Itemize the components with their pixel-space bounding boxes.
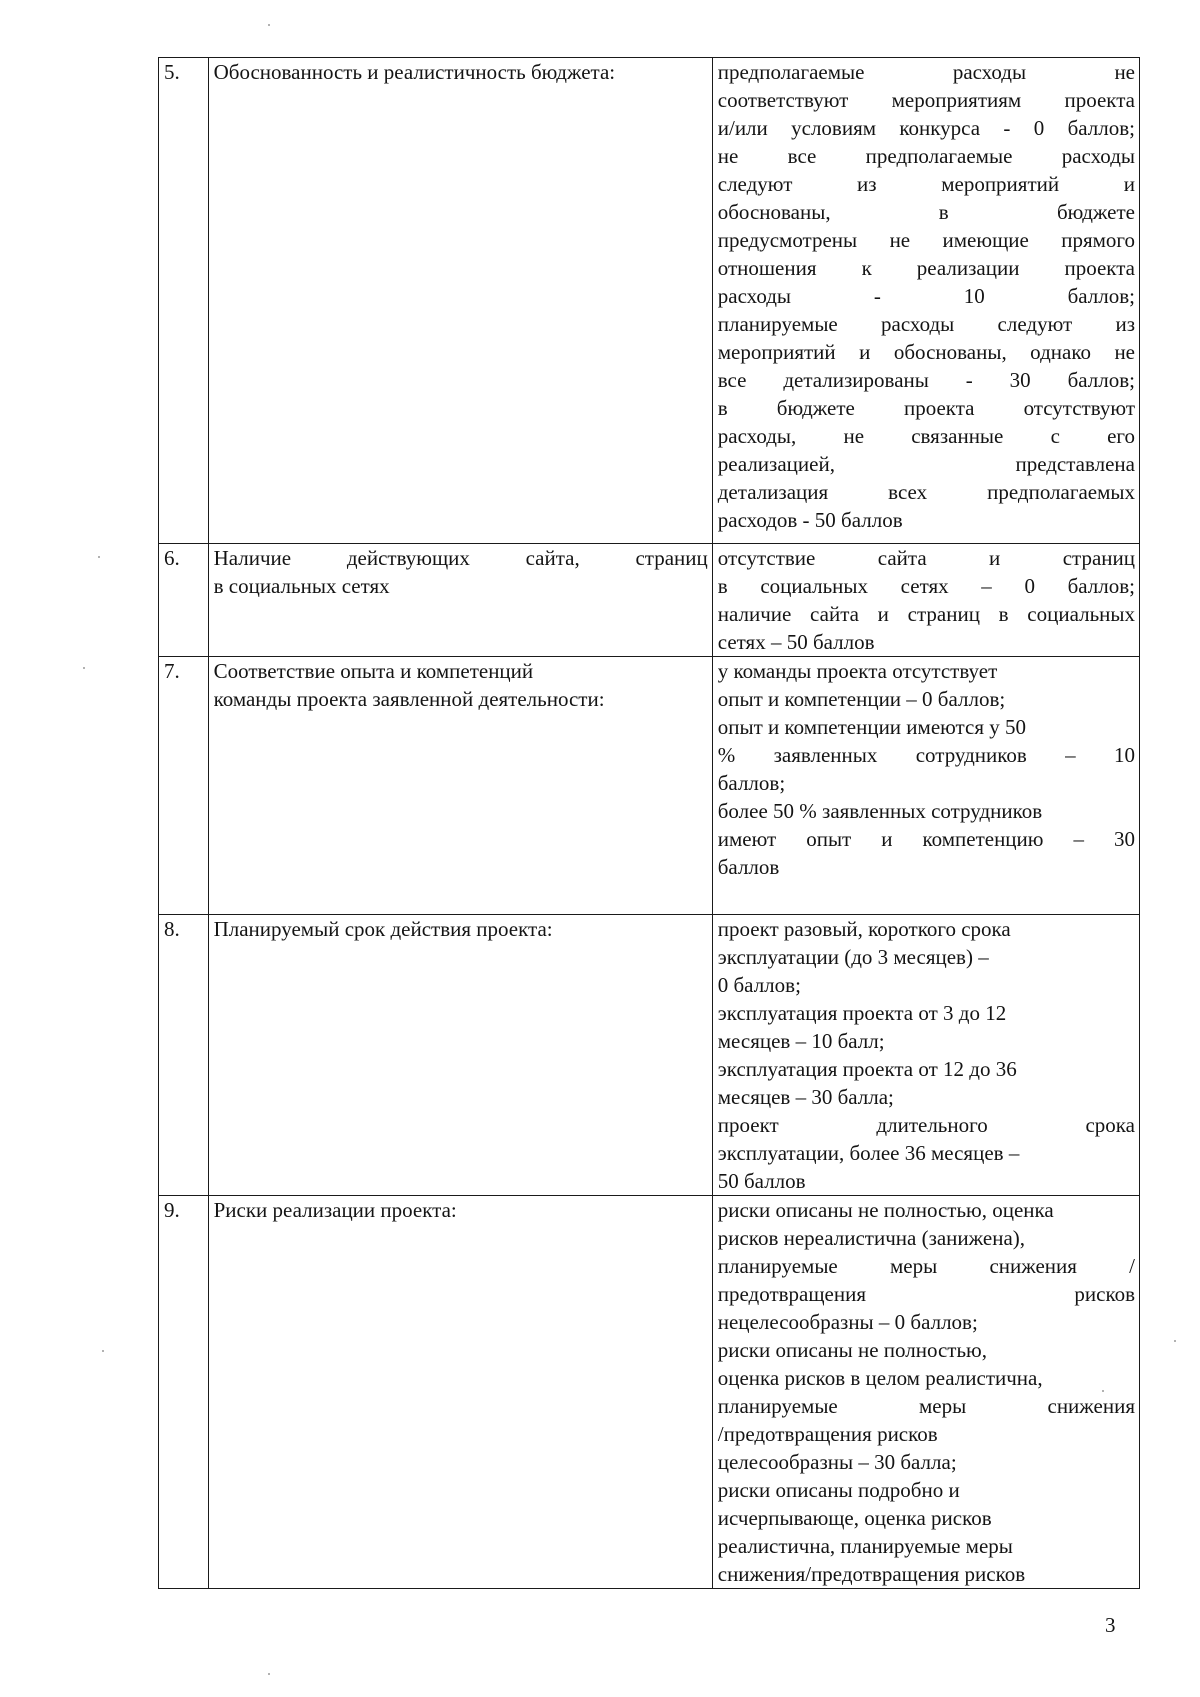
scoring-text: риски описаны не полностью, оценка <box>717 1198 1054 1222</box>
scoring-text: 0 баллов; <box>717 973 801 997</box>
scoring-text: имеют опыт и компетенцию – 30 <box>717 827 1135 851</box>
scoring-text: месяцев – 10 балл; <box>717 1029 885 1053</box>
scoring-text: эксплуатации (до 3 месяцев) – <box>717 945 989 969</box>
scoring-text: нецелесообразны – 0 баллов; <box>717 1310 978 1334</box>
scoring-text: риски описаны не полностью, <box>717 1338 987 1362</box>
criterion-text: Соответствие опыта и компетенций <box>213 659 534 683</box>
scoring-text: реализацией, представлена <box>717 452 1135 476</box>
scoring-text: расходов - 50 баллов <box>717 508 903 532</box>
scoring-text: рисков нереалистична (занижена), <box>717 1226 1026 1250</box>
scoring-text: в социальных сетях – 0 баллов; <box>717 574 1135 598</box>
criterion-text: Обоснованность и реалистичность бюджета: <box>213 60 616 84</box>
scoring-text: следуют из мероприятий и <box>717 172 1135 196</box>
scoring-text: более 50 % заявленных сотрудников <box>717 799 1043 823</box>
scoring-text: % заявленных сотрудников – 10 <box>717 743 1135 767</box>
scoring-text: предусмотрены не имеющие прямого <box>717 228 1135 252</box>
scoring-text: все детализированы - 30 баллов; <box>717 368 1135 392</box>
criterion-cell <box>208 915 712 1196</box>
scoring-text: не все предполагаемые расходы <box>717 144 1135 168</box>
scoring-text: исчерпывающе, оценка рисков <box>717 1506 992 1530</box>
scoring-text: целесообразны – 30 балла; <box>717 1450 957 1474</box>
scoring-text: баллов; <box>717 771 786 795</box>
scoring-text: проект длительного срока <box>717 1113 1135 1137</box>
page-number: 3 <box>1105 1613 1116 1637</box>
scoring-text: обоснованы, в бюджете <box>717 200 1135 224</box>
scoring-text: планируемые расходы следуют из <box>717 312 1135 336</box>
scoring-text: проект разовый, короткого срока <box>717 917 1011 941</box>
criterion-text: в социальных сетях <box>213 574 390 598</box>
scoring-cell <box>712 1196 1139 1589</box>
scoring-text: отсутствие сайта и страниц <box>717 546 1135 570</box>
row-number: 6. <box>159 544 209 657</box>
scoring-text: наличие сайта и страниц в социальных <box>717 602 1135 626</box>
criterion-text: Наличие действующих сайта, страниц <box>213 546 708 570</box>
scoring-text: риски описаны подробно и <box>717 1478 960 1502</box>
scoring-text: опыт и компетенции имеются у 50 <box>717 715 1026 739</box>
scoring-text: соответствуют мероприятиям проекта <box>717 88 1135 112</box>
row-number: 8. <box>159 915 209 1196</box>
criterion-cell <box>208 58 712 544</box>
criterion-cell <box>208 544 712 657</box>
scoring-text: планируемые меры снижения / <box>717 1254 1135 1278</box>
scoring-cell <box>712 657 1139 915</box>
scoring-text: 50 баллов <box>717 1169 806 1193</box>
scoring-text: планируемые меры снижения <box>717 1394 1135 1418</box>
scoring-text: снижения/предотвращения рисков <box>717 1562 1026 1586</box>
scoring-text: эксплуатация проекта от 3 до 12 <box>717 1001 1007 1025</box>
scoring-text: реалистична, планируемые меры <box>717 1534 1013 1558</box>
scoring-text: сетях – 50 баллов <box>717 630 875 654</box>
row-number: 9. <box>159 1196 209 1589</box>
scoring-cell <box>712 58 1139 544</box>
criterion-cell <box>208 657 712 915</box>
scoring-text: оценка рисков в целом реалистична, <box>717 1366 1043 1390</box>
scoring-text: месяцев – 30 балла; <box>717 1085 894 1109</box>
table-row <box>159 1196 1140 1589</box>
criterion-text: команды проекта заявленной деятельности: <box>213 687 605 711</box>
criterion-text: Планируемый срок действия проекта: <box>213 917 553 941</box>
scoring-text: баллов <box>717 855 780 879</box>
scoring-text: у команды проекта отсутствует <box>717 659 998 683</box>
table-row <box>159 544 1140 657</box>
criteria-table <box>158 57 1140 1589</box>
scoring-text: отношения к реализации проекта <box>717 256 1135 280</box>
scoring-text: расходы - 10 баллов; <box>717 284 1135 308</box>
criterion-text: Риски реализации проекта: <box>213 1198 457 1222</box>
scoring-text: предполагаемые расходы не <box>717 60 1135 84</box>
scoring-text: расходы, не связанные с его <box>717 424 1135 448</box>
scoring-text: предотвращения рисков <box>717 1282 1135 1306</box>
scoring-text: мероприятий и обоснованы, однако не <box>717 340 1135 364</box>
scoring-cell <box>712 544 1139 657</box>
scoring-text: /предотвращения рисков <box>717 1422 938 1446</box>
scoring-text: и/или условиям конкурса - 0 баллов; <box>717 116 1135 140</box>
table-row <box>159 915 1140 1196</box>
scoring-text: эксплуатация проекта от 12 до 36 <box>717 1057 1017 1081</box>
scoring-text: опыт и компетенции – 0 баллов; <box>717 687 1006 711</box>
scoring-text: детализация всех предполагаемых <box>717 480 1135 504</box>
scoring-text: в бюджете проекта отсутствуют <box>717 396 1135 420</box>
table-row <box>159 58 1140 544</box>
row-number: 5. <box>159 58 209 544</box>
table-row <box>159 657 1140 915</box>
scoring-cell <box>712 915 1139 1196</box>
row-number: 7. <box>159 657 209 915</box>
scoring-text: эксплуатации, более 36 месяцев – <box>717 1141 1020 1165</box>
criterion-cell <box>208 1196 712 1589</box>
